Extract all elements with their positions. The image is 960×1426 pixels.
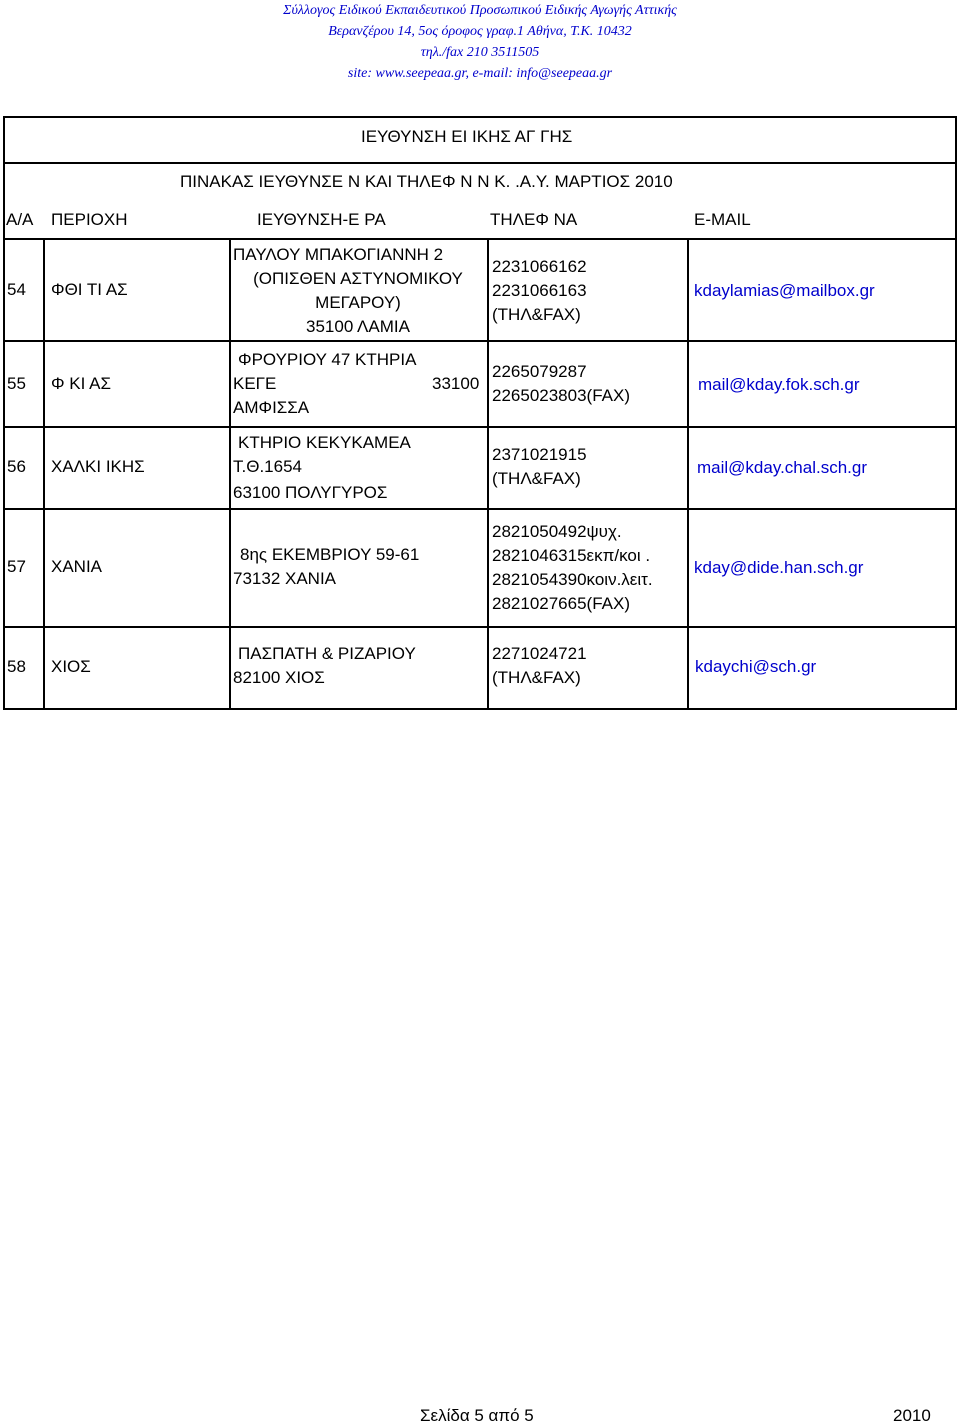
divider: [3, 162, 957, 164]
row-region: ΦΘΙ ΤΙ ΑΣ: [51, 280, 128, 299]
directory-table: [3, 116, 957, 710]
divider: [687, 238, 689, 710]
row-phone-line: 2265023803(FAX): [492, 386, 630, 405]
row-address-line: 73132 ΧΑΝΙΑ: [233, 569, 337, 588]
row-address-line: ΠΑΣΠΑΤΗ & ΡΙΖΑΡΙΟΥ: [238, 644, 416, 663]
row-address-line: ΑΜΦΙΣΣΑ: [233, 398, 310, 417]
letterhead-address: Βερανζέρου 14, 5ος όροφος γραφ.1 Αθήνα, Τ.Κ. 10432: [328, 24, 632, 39]
row-address-line: ΜΕΓΑΡΟΥ): [315, 293, 401, 312]
row-phone-line: 2821054390κοιν.λειτ.: [492, 570, 653, 589]
row-phone-line: 2231066162: [492, 257, 587, 276]
row-email[interactable]: kdaylamias@mailbox.gr: [694, 281, 875, 300]
page-number: Σελίδα 5 από 5: [420, 1406, 534, 1425]
divider: [43, 238, 45, 710]
row-email[interactable]: kdaychi@sch.gr: [695, 657, 817, 676]
row-region: ΧΑΝΙΑ: [51, 557, 103, 576]
row-address-line: ΦΡΟΥΡΙΟΥ 47 ΚΤΗΡΙΑ: [238, 350, 417, 369]
row-number: 56: [7, 457, 26, 476]
divider: [487, 238, 489, 710]
divider: [3, 426, 957, 428]
row-phone-line: 2821027665(FAX): [492, 594, 630, 613]
row-number: 55: [7, 374, 26, 393]
row-region: ΧΙΟΣ: [51, 657, 91, 676]
row-number: 54: [7, 280, 26, 299]
row-email[interactable]: mail@kday.fok.sch.gr: [698, 375, 860, 394]
table-subtitle: ΠΙΝΑΚΑΣ ΙΕΥΘΥΝΣΕ Ν ΚΑΙ ΤΗΛΕΦ Ν Ν Κ. .Α.Υ. ΜΑΡΤΙΟΣ 2010: [180, 172, 673, 191]
divider: [3, 508, 957, 510]
row-address-line: 63100 ΠΟΛΥΓΥΡΟΣ: [233, 483, 388, 502]
row-email[interactable]: mail@kday.chal.sch.gr: [697, 458, 867, 477]
row-address-line: 8ης ΕΚΕΜΒΡΙΟΥ 59-61: [240, 545, 420, 564]
row-phone-line: (ΤΗΛ&FAX): [492, 469, 581, 488]
table-title: ΙΕΥΘΥΝΣΗ ΕΙ ΙΚΗΣ ΑΓ ΓΗΣ: [361, 127, 573, 146]
row-address-line: 33100: [432, 374, 480, 393]
row-phone-line: 2265079287: [492, 362, 587, 381]
row-phone-line: 2231066163: [492, 281, 587, 300]
row-region: ΧΑΛΚΙ ΙΚΗΣ: [51, 457, 145, 476]
row-address-line: ΠΑΥΛΟΥ ΜΠΑΚΟΓΙΑΝΝΗ 2: [233, 245, 444, 264]
row-address-line: (ΟΠΙΣΘΕΝ ΑΣΤΥΝΟΜΙΚΟΥ: [253, 269, 463, 288]
row-phone-line: (ΤΗΛ&FAX): [492, 305, 581, 324]
column-header-phones: ΤΗΛΕΦ ΝΑ: [490, 210, 578, 229]
row-region: Φ ΚΙ ΑΣ: [51, 374, 111, 393]
footer-year: 2010: [893, 1406, 931, 1425]
row-address-line: ΚΤΗΡΙΟ ΚΕΚΥΚΑΜΕΑ: [238, 433, 411, 452]
letterhead: [0, 0, 960, 84]
row-address-line: ΚΕΓΕ: [233, 374, 277, 393]
row-phone-line: 2821050492ψυχ.: [492, 522, 622, 541]
letterhead-org: Σύλλογος Ειδικού Εκπαιδευτικού Προσωπικού Ειδικής Αγωγής Αττικής: [283, 3, 677, 18]
divider: [3, 340, 957, 342]
column-header-region: ΠΕΡΙΟΧΗ: [51, 210, 128, 229]
row-phone-line: 2821046315εκπ/κοι .: [492, 546, 651, 565]
row-address-line: 82100 ΧΙΟΣ: [233, 668, 325, 687]
letterhead-phone: τηλ./fax 210 3511505: [420, 45, 540, 60]
divider: [3, 238, 957, 240]
column-header-address: ΙΕΥΘΥΝΣΗ-Ε ΡΑ: [257, 210, 386, 229]
row-number: 57: [7, 557, 26, 576]
row-email[interactable]: kday@dide.han.sch.gr: [694, 558, 864, 577]
column-header-email: E-MAIL: [694, 210, 751, 229]
row-phone-line: 2371021915: [492, 445, 587, 464]
row-address-line: Τ.Θ.1654: [233, 457, 303, 476]
row-phone-line: (ΤΗΛ&FAX): [492, 668, 581, 687]
row-number: 58: [7, 657, 26, 676]
row-address-line: 35100 ΛΑΜΙΑ: [306, 317, 410, 336]
divider: [3, 626, 957, 628]
letterhead-web: site: www.seepeaa.gr, e-mail: info@seepeaa.gr: [347, 66, 613, 81]
row-phone-line: 2271024721: [492, 644, 587, 663]
column-header-aa: Α/Α: [6, 210, 34, 229]
